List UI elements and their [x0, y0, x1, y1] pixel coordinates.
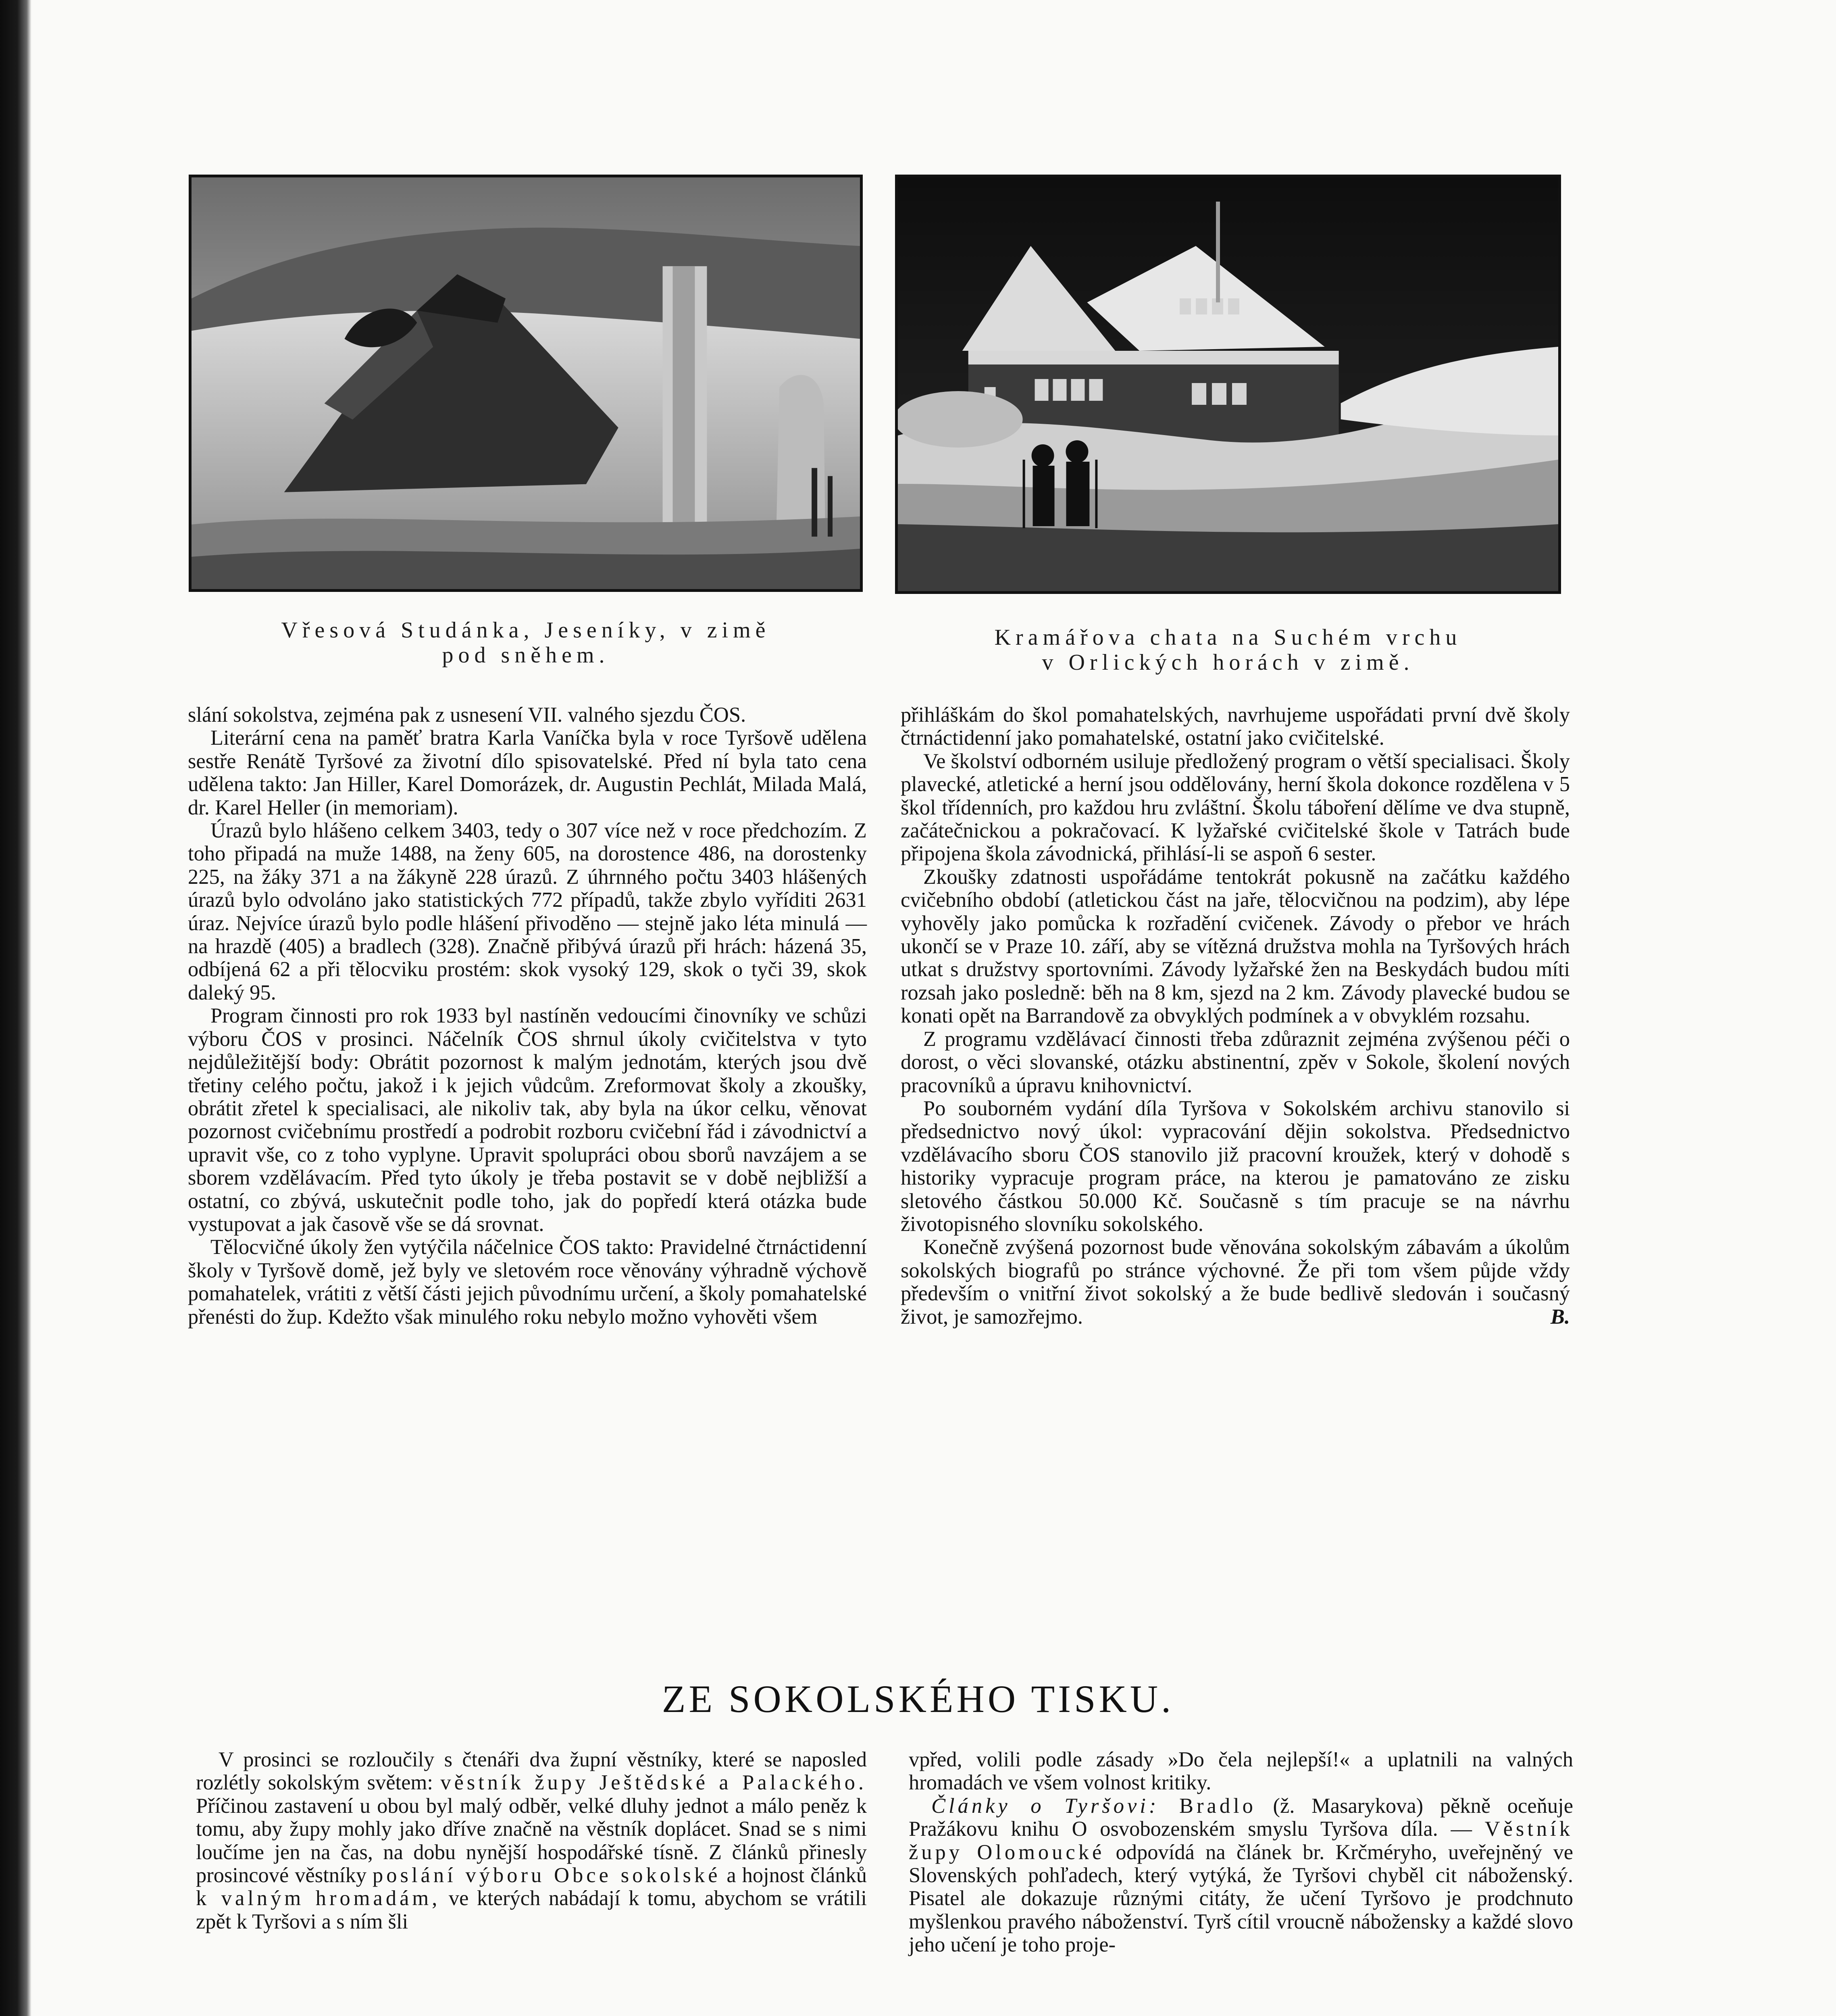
article-paragraph: Úrazů bylo hlášeno celkem 3403, tedy o 307 více než v roce předchozím. Z toho připadá na muže 1488, na ženy 605, na dorostence 486, na dorostenky 225, na žáky 371 a na žákyně 228 úrazů. Z úhrnného počtu 3403 hlášených úrazů bylo odvoláno jako statistických 772 případů, takže zbylo vyříditi 2631 úraz. Nejvíce úrazů bylo podle hlášení přivoděno — stejně jako léta minulá — na hrazdě (405) a bradlech (328). Značně přibývá úrazů při hrách: házená 35, odbíjená 62 a při tělocviku prostém: skok vysoký 129, skok o tyči 39, skok daleký 95. — [188, 819, 867, 1004]
photo-kramarova-chata — [895, 175, 1561, 594]
press-left-text-a: V prosinci se rozloučily s čtenáři dva župní věstníky, které se naposled rozlétly sokolským světem: — [196, 1748, 867, 1795]
photo-caption-left — [189, 618, 863, 668]
caption-right-line1: Kramářova chata na Suchém vrchu — [994, 625, 1462, 650]
press-column-right — [909, 1748, 1573, 1957]
press-paragraph — [196, 1748, 867, 1933]
photo-vresova-studanka — [189, 175, 863, 592]
article-column-right — [901, 704, 1570, 1329]
article-last-paragraph-text: Konečně zvýšená pozornost bude věnována sokolským zábavám a úkolům sokolských biografů po stránce výchovné. Že při tom všem půjde vždy především o vnitřní život sokolský a že bude bedlivě sledován i současný život, je samozřejmo. — [901, 1235, 1570, 1329]
article-paragraph: přihláškám do škol pomahatelských, navrhujeme uspořádati první dvě školy čtrnáctidenní jako pomahatelské, ostatní jako cvičitelské. — [901, 703, 1570, 750]
press-left-spaced-c: k valným hromadám, — [196, 1887, 441, 1910]
press-left-text-b: Příčinou zastavení u obou byl malý odběr, velké dluhy jednot a málo peněz k tomu, aby župy mohly jako dříve značně na věstník doplácet. Snad se s nimi loučíme jen na čas, na dobu nynější hospodářské tísně. Z článků přinesly prosincové věstníky — [196, 1794, 867, 1887]
press-left-spaced-b: poslání výboru Obce sokolské — [373, 1864, 721, 1887]
photo-caption-right — [895, 625, 1561, 675]
article-column-left — [188, 704, 867, 1329]
press-left-spaced-a: věstník župy Ještědské a Palackého. — [440, 1771, 867, 1795]
press-left-text-c: a hojnost článků — [720, 1864, 867, 1887]
article-signature: B. — [1550, 1305, 1570, 1329]
press-right-text-b: (ž. Masarykova) pěkně oceňuje Pražákovu knihu O osvobozenském smyslu Tyršova díla. — — [909, 1794, 1574, 1841]
press-right-italic-b: Články o Tyršovi: — [931, 1794, 1159, 1818]
article-paragraph: Zkoušky zdatnosti uspořádáme tentokrát pokusně na začátku každého cvičebního období (atletickou část na jaře, tělocvičnou na podzim), aby lépe vyhověly jako pomůcka k rozřadění cvičenek. Závody o přebor ve hrách ukončí se v Praze 10. září, aby se vítězná družstva mohla na Tyršových hrách utkat s družstvy sportovními. Závody lyžařské žen na Beskydách budou míti rozsah jako posledně: běh na 8 km, sjezd na 2 km. Závody plavecké budou se konati opět na Barrandově za obvyklých podmínek a v obvyklém rozsahu. — [901, 865, 1570, 1028]
article-paragraph: Program činnosti pro rok 1933 byl nastíněn vedoucími činovníky ve schůzi výboru ČOS v prosinci. Náčelník ČOS shrnul úkoly cvičitelstva v tyto nejdůležitější body: Obrátit pozornost k malým jednotám, kterých jsou dvě třetiny celého počtu, jakož i k jejich vůdcům. Zreformovat školy a zkoušky, obrátit zřetel k specialisaci, ale nikoliv tak, aby byla na úkor celku, věnovat pozornost cvičebnímu prostředí a podrobit rozboru cvičební řád i závodnictví a upravit vše, co z toho vyplyne. Upravit spolupráci obou sborů navzájem a se sborem vzdělávacím. Před tyto úkoly je třeba postavit se v době nejbližší a ostatní, co zbývá, uskutečnit podle toho, jak do popředí která otázka bude vystupovat a jak časově vše se dá srovnat. — [188, 1004, 867, 1236]
article-paragraph: Ve školství odborném usiluje předložený program o větší specialisaci. Školy plavecké, atletické a herní jsou oddělovány, herní škola dokonce rozdělena v 5 škol třídenních, pro každou hru zvláštní. Školu táboření dělíme ve dva stupně, začátečnickou a pokračovací. K lyžařské cvičitelské škole v Tatrách bude připojena škola závodnická, přihlásí-li se aspoň 6 sester. — [901, 749, 1570, 866]
press-right-spaced-b: Bradlo — [1159, 1794, 1256, 1818]
caption-right-line2: v Orlických horách v zimě. — [1042, 650, 1414, 675]
caption-left-line2: pod sněhem. — [442, 643, 610, 668]
caption-left-line1: Vřesová Studánka, Jeseníky, v zimě — [281, 618, 770, 643]
press-paragraph — [909, 1795, 1573, 1957]
article-paragraph: Tělocvičné úkoly žen vytýčila náčelnice ČOS takto: Pravidelné čtrnáctidenní školy v Tyršově domě, jež byly ve sletovém roce věnovány výhradně výchově pomahatelek, vrátiti z větší části jejich původnímu určení, a školy pomahatelské přenésti do žup. Kdežto však minulého roku nebylo možno vyhověti všem — [188, 1235, 867, 1329]
article-paragraph: Z programu vzdělávací činnosti třeba zdůraznit zejména zvýšenou péči o dorost, o věci slovanské, otázku abstinentní, zpěv v Sokole, školení nových pracovníků a úpravu knihovnictví. — [901, 1027, 1570, 1097]
mountain-hut-image — [898, 177, 1558, 591]
press-left-text-d: ve kterých nabádají k tomu, abychom se vrátili zpět k Tyršovi a s ním šli — [196, 1887, 867, 1933]
article-paragraph: Po souborném vydání díla Tyršova v Sokolském archivu stanovilo si předsednictvo nový úkol: vypracování dějin sokolstva. Předsednictvo vzdělávacího sboru ČOS stanovilo již pracovní kroužek, který v dohodě s historiky vypracuje program práce, na kterou je pamatováno ze zisku sletového částkou 50.000 Kč. Současně s tím pracuje se na návrhu životopisného slovníku sokolského. — [901, 1096, 1570, 1236]
press-paragraph — [909, 1748, 1573, 1795]
article-paragraph: Literární cena na paměť bratra Karla Vaníčka byla v roce Tyršově udělena sestře Renátě Tyršové za životní dílo spisovatelské. Před ní byla tato cena udělena takto: Jan Hiller, Karel Domorázek, dr. Augustin Pechlát, Milada Malá, dr. Karel Heller (in memoriam). — [188, 726, 867, 819]
press-right-text-c: odpovídá na článek br. Krčméryho, uveřejněný ve Slovenských pohľadech, který vytýká, že Tyršovi chyběl cit náboženský. Pisatel ale dokazuje různými citáty, že učení Tyršovo je prodchnuto myšlenkou pravého náboženství. Tyrš cítil vroucně nábožensky a každé slovo jeho učení je toho proje- — [909, 1840, 1573, 1957]
article-paragraph: slání sokolstva, zejména pak z usnesení VII. valného sjezdu ČOS. — [188, 703, 746, 727]
press-column-left — [196, 1748, 867, 1933]
press-right-text-a: vpřed, volili podle zásady »Do čela nejlepší!« a uplatnili na valných hromadách ve všem volnost kritiky. — [909, 1748, 1573, 1795]
section-title: ZE SOKOLSKÉHO TISKU. — [662, 1677, 1174, 1720]
press-right-spaced-c: Věstník župy Olomoucké — [909, 1817, 1573, 1864]
snow-landscape-image — [192, 177, 860, 589]
article-paragraph — [901, 1236, 1570, 1329]
